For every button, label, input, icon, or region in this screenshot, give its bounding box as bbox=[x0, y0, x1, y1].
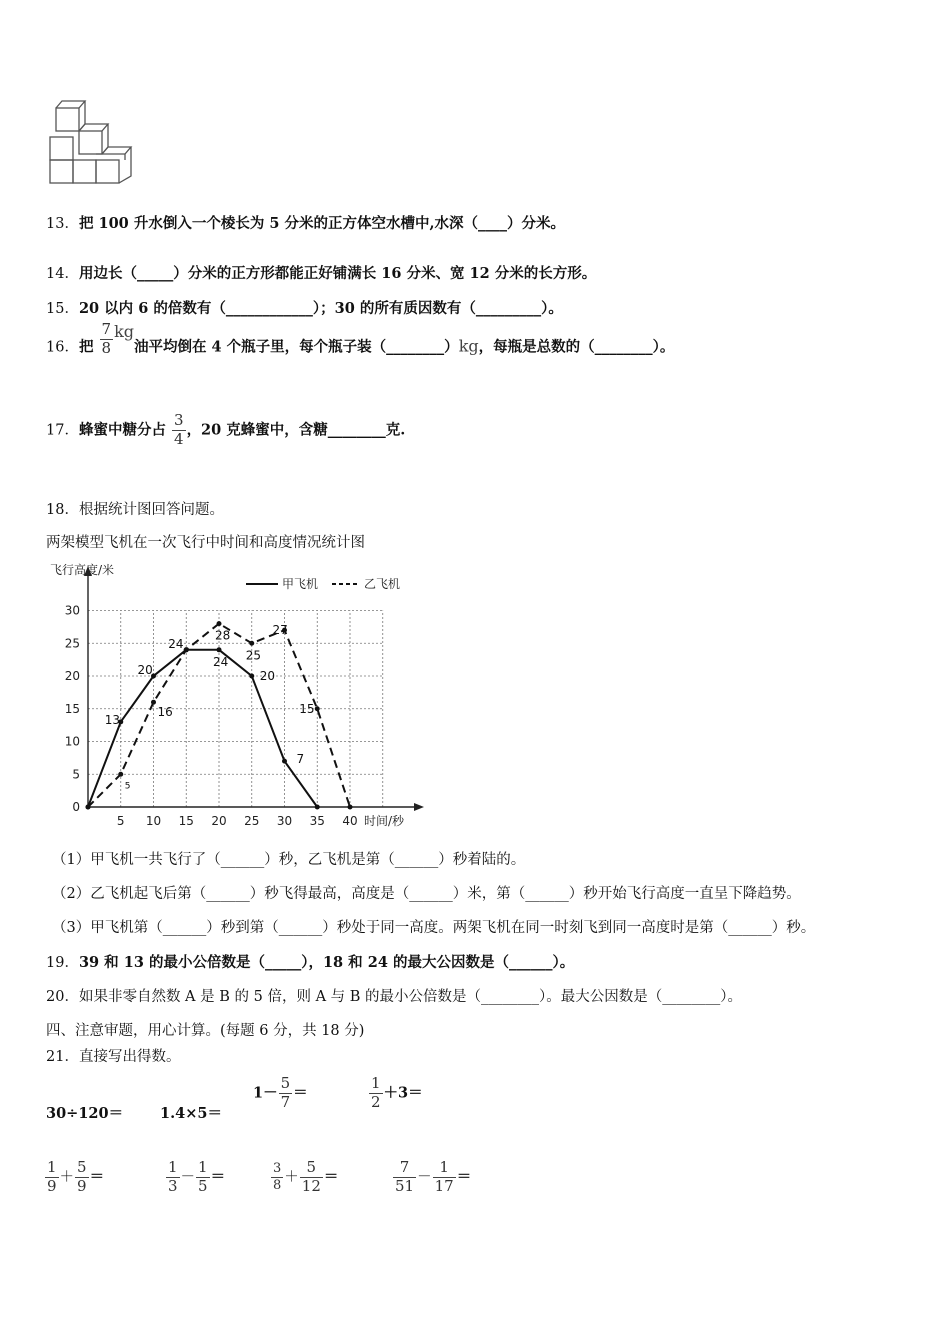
y-tick-label: 0 bbox=[72, 800, 80, 814]
fraction-three-quarters bbox=[173, 413, 185, 448]
y-tick-label: 5 bbox=[72, 767, 80, 782]
data-point-jia bbox=[249, 674, 254, 679]
calc-h bbox=[392, 1160, 471, 1195]
data-point-jia bbox=[217, 647, 222, 652]
question-21 bbox=[46, 1045, 180, 1066]
operator: － bbox=[417, 1169, 432, 1186]
x-tick-label: 30 bbox=[276, 814, 293, 828]
y-tick-label: 25 bbox=[64, 636, 80, 651]
x-tick-label: 5 bbox=[116, 814, 125, 828]
denominator: 4 bbox=[174, 429, 184, 448]
data-point-yi bbox=[118, 772, 123, 777]
question-number: 13． bbox=[46, 216, 79, 232]
data-point-yi bbox=[86, 805, 91, 810]
question-number: 20． bbox=[46, 989, 79, 1005]
numerator: 5 bbox=[306, 1158, 317, 1176]
y-tick-label: 15 bbox=[64, 701, 80, 716]
data-label-jia: 13 bbox=[104, 712, 121, 727]
question-number: 15． bbox=[46, 301, 79, 317]
numerator: 1 bbox=[439, 1158, 449, 1176]
chart-caption: 两架模型飞机在一次飞行中时间和高度情况统计图 bbox=[46, 535, 365, 551]
denominator: 17 bbox=[434, 1176, 454, 1195]
data-point-jia bbox=[282, 759, 287, 764]
x-tick-label: 25 bbox=[244, 814, 260, 828]
data-label-yi: 27 bbox=[272, 623, 288, 638]
question-text: 蜂蜜中糖分占 bbox=[78, 421, 166, 439]
denominator: 3 bbox=[168, 1176, 178, 1195]
fraction bbox=[76, 1160, 88, 1195]
calc-d bbox=[368, 1076, 423, 1111]
fraction bbox=[197, 1160, 209, 1195]
operator: ＋ bbox=[59, 1169, 75, 1186]
fraction bbox=[167, 1160, 179, 1195]
x-axis-arrow bbox=[414, 803, 424, 811]
data-point-yi bbox=[348, 805, 353, 810]
calc-text: ＋3＝ bbox=[383, 1084, 423, 1102]
fraction bbox=[301, 1160, 322, 1195]
unit-kg: kg bbox=[114, 322, 134, 342]
question-number: 17． bbox=[46, 422, 79, 439]
data-point-yi bbox=[151, 700, 156, 705]
fraction bbox=[394, 1160, 415, 1195]
denominator: 12 bbox=[301, 1176, 321, 1195]
operator: － bbox=[180, 1169, 196, 1186]
numerator: 5 bbox=[280, 1074, 291, 1092]
question-15 bbox=[46, 297, 563, 318]
legend-label-jia: 甲飞机 bbox=[282, 577, 319, 591]
question-19 bbox=[46, 951, 574, 972]
question-text: 根据统计图回答问题。 bbox=[78, 502, 224, 518]
question-text: 把 100 升水倒入一个棱长为 5 分米的正方体空水槽中,水深（____）分米。 bbox=[78, 215, 566, 232]
question-20 bbox=[46, 985, 742, 1006]
denominator: 9 bbox=[77, 1176, 87, 1195]
fraction bbox=[272, 1162, 282, 1192]
sub-question-1: （1）甲飞机一共飞行了（______）秒，乙飞机是第（______）秒着陆的。 bbox=[52, 852, 526, 868]
numerator: 3 bbox=[273, 1161, 282, 1177]
calc-e bbox=[44, 1160, 104, 1195]
data-label-yi: 16 bbox=[157, 705, 173, 720]
denominator: 2 bbox=[371, 1092, 381, 1111]
x-tick-label: 15 bbox=[178, 814, 194, 828]
calc-a: 30÷120＝ bbox=[46, 1105, 124, 1122]
question-number: 19． bbox=[46, 955, 79, 971]
question-number: 14． bbox=[46, 266, 79, 282]
x-tick-label: 10 bbox=[145, 814, 162, 828]
line-chart bbox=[42, 560, 442, 835]
y-tick-label: 10 bbox=[64, 734, 80, 749]
calc-b: 1.4×5＝ bbox=[160, 1105, 222, 1122]
x-tick-label: 40 bbox=[342, 814, 358, 828]
calc-text: 1－ bbox=[253, 1084, 278, 1102]
question-14 bbox=[46, 262, 596, 283]
numerator: 1 bbox=[198, 1158, 208, 1176]
data-label-yi: 28 bbox=[215, 628, 231, 643]
calc-f bbox=[165, 1160, 225, 1195]
question-13 bbox=[46, 212, 565, 233]
question-text: 油平均倒在 4 个瓶子里，每个瓶子装（________） bbox=[134, 338, 459, 356]
question-text: ，每瓶是总数的（________）。 bbox=[478, 338, 675, 356]
numerator: 5 bbox=[77, 1158, 87, 1176]
numerator: 1 bbox=[47, 1158, 57, 1176]
denominator: 5 bbox=[198, 1176, 208, 1195]
calc-c bbox=[253, 1076, 308, 1111]
sub-question-2: （2）乙飞机起飞后第（______）秒飞得最高，高度是（______）米，第（______）秒开始飞行高度一直呈下降趋势。 bbox=[52, 886, 801, 902]
data-label-yi: 25 bbox=[245, 648, 262, 663]
data-point-yi bbox=[184, 647, 189, 652]
numerator: 1 bbox=[371, 1074, 381, 1092]
data-label-jia: 24 bbox=[213, 654, 229, 669]
data-point-jia bbox=[315, 805, 320, 810]
question-number: 18． bbox=[46, 502, 79, 518]
numerator: 7 bbox=[399, 1158, 410, 1176]
question-text: 直接写出得数。 bbox=[78, 1049, 181, 1065]
calc-text: ＝ bbox=[323, 1168, 339, 1186]
question-17 bbox=[46, 413, 405, 448]
question-16 bbox=[46, 320, 675, 365]
denominator: 8 bbox=[101, 338, 112, 357]
data-point-yi bbox=[249, 641, 254, 646]
calc-text: ＝ bbox=[210, 1168, 226, 1186]
x-axis-label: 时间/秒 bbox=[364, 814, 405, 828]
question-text: 39 和 13 的最小公倍数是（_____），18 和 24 的最大公因数是（______）。 bbox=[78, 954, 575, 971]
question-text: 把 bbox=[78, 338, 94, 356]
data-label-jia: 20 bbox=[259, 669, 276, 683]
data-label-yi: 15 bbox=[299, 701, 315, 716]
calc-text: ＝ bbox=[293, 1084, 308, 1102]
fraction bbox=[370, 1076, 382, 1111]
fraction bbox=[280, 1076, 292, 1111]
unit-kg: kg bbox=[458, 336, 479, 356]
x-tick-label: 35 bbox=[309, 814, 325, 828]
operator: ＋ bbox=[284, 1169, 299, 1186]
denominator: 8 bbox=[273, 1177, 282, 1193]
sub-question-3: （3）甲飞机第（______）秒到第（______）秒处于同一高度。两架飞机在同一时刻飞到同一高度时是第（______）秒。 bbox=[52, 920, 816, 936]
cube-stack-figure bbox=[46, 98, 138, 188]
section-4-heading: 四、注意审题，用心计算。(每题 6 分，共 18 分) bbox=[46, 1023, 365, 1039]
x-tick-label: 20 bbox=[211, 814, 227, 828]
data-label-jia: 7 bbox=[296, 752, 305, 767]
question-number: 21． bbox=[46, 1049, 79, 1065]
fraction-seven-eighths bbox=[101, 322, 113, 357]
question-18 bbox=[46, 498, 224, 519]
series-line-jia bbox=[88, 650, 317, 807]
fraction bbox=[434, 1160, 455, 1195]
question-text: 20 以内 6 的倍数有（____________）；30 的所有质因数有（_________）。 bbox=[78, 300, 563, 317]
numerator: 7 bbox=[101, 320, 112, 338]
calc-text: ＝ bbox=[89, 1168, 105, 1186]
numerator: 1 bbox=[168, 1158, 178, 1176]
denominator: 9 bbox=[47, 1176, 57, 1195]
question-text: 如果非零自然数 A 是 B 的 5 倍，则 A 与 B 的最小公倍数是（________）。最大公因数是（________）。 bbox=[78, 989, 743, 1005]
calc-g bbox=[270, 1160, 338, 1195]
data-label-yi: 5 bbox=[124, 781, 131, 792]
denominator: 7 bbox=[280, 1092, 291, 1111]
y-tick-label: 20 bbox=[64, 669, 80, 683]
data-point-yi bbox=[217, 621, 222, 626]
data-point-yi bbox=[315, 706, 320, 711]
question-number: 16． bbox=[46, 339, 79, 356]
question-text: 用边长（_____）分米的正方形都能正好铺满长 16 分米、宽 12 分米的长方形。 bbox=[78, 265, 597, 282]
y-axis-label: 飞行高度/米 bbox=[50, 563, 115, 577]
calc-text: ＝ bbox=[456, 1168, 472, 1186]
numerator: 3 bbox=[174, 411, 184, 429]
data-label-jia: 20 bbox=[137, 663, 153, 677]
fraction bbox=[46, 1160, 58, 1195]
question-text: ，20 克蜂蜜中，含糖________克. bbox=[186, 421, 406, 439]
data-label-jia: 24 bbox=[168, 636, 184, 651]
denominator: 51 bbox=[395, 1176, 415, 1195]
legend-label-yi: 乙飞机 bbox=[364, 577, 401, 591]
y-tick-label: 30 bbox=[64, 603, 80, 618]
